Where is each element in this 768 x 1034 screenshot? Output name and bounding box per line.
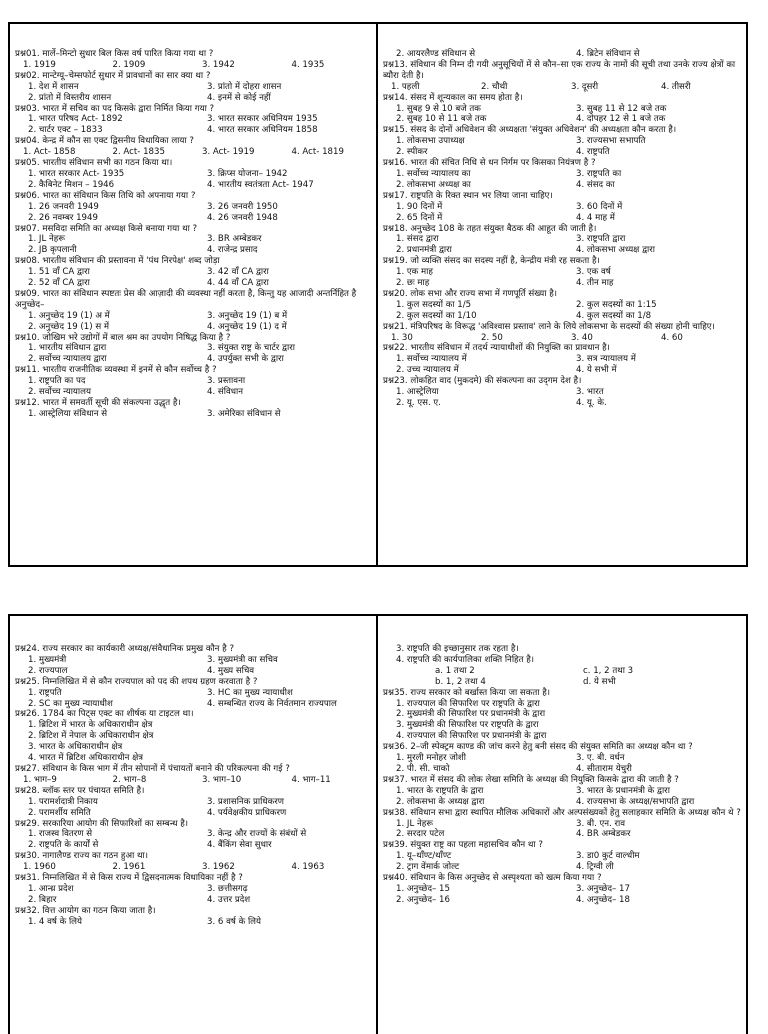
answer-option: 1. अनुच्छेद– 15 <box>396 883 450 894</box>
question-block <box>15 906 373 928</box>
answer-option: 1. संसद द्वारा <box>396 234 439 245</box>
answer-option: 2. 50 <box>481 332 503 343</box>
answer-option: 4. 4 माह में <box>576 212 615 223</box>
answer-option: 1. राज्यपाल की सिफारिश पर राष्ट्रपति के द्वारा <box>396 698 540 709</box>
answer-option: 4. उत्तर प्रदेश <box>207 894 251 905</box>
answer-option: 4. 1963 <box>291 862 325 873</box>
answer-option: 2. अनुच्छेद 19 (1) स में <box>28 321 109 332</box>
answer-option: 4. संविधान <box>207 387 244 398</box>
answer-option: 4. 1935 <box>291 59 325 70</box>
answer-option: 2. JB कृपलानी <box>28 245 77 256</box>
answer-option: 2. ब्रिटिश में नेपाल के अधिकाराधीन क्षेत्र <box>28 731 154 742</box>
answer-option: 3. Act- 1919 <box>202 147 255 158</box>
answer-option: 4. ये सभी में <box>576 365 617 376</box>
answer-option: 3. छत्तीसगढ़ <box>207 883 248 894</box>
answer-option: 4. राष्ट्रपति की कार्यपालिका शक्ति निहित है। <box>396 654 535 665</box>
answer-option: 2. स्पीकर <box>396 147 428 158</box>
option-list <box>383 753 743 775</box>
answer-option: 3. मुख्यमंत्री का सचिव <box>207 654 278 665</box>
option-list <box>383 202 743 224</box>
answer-option: 4. यू. के. <box>576 398 607 408</box>
answer-option: 3. HC का मुख्य न्यायाधीश <box>207 687 293 698</box>
answer-option: 3. 42 वाँ CA द्वारा <box>207 267 269 278</box>
answer-option: 1. 26 जनवरी 1949 <box>28 201 99 212</box>
answer-option: 1. भाग–9 <box>23 774 57 785</box>
answer-option: 3. अमेरिका संविधान से <box>207 408 281 419</box>
answer-option: 1. राजस्व वितरण से <box>28 829 93 840</box>
answer-option: 3. क्रिप्स योजना– 1942 <box>207 168 288 179</box>
question-text: प्रश्न06. भारत का संविधान किस तिथि को अपनाया गया ? <box>15 190 196 201</box>
question-panel-2 <box>376 22 748 567</box>
answer-option: 4. उपर्युक्त सभी के द्वारा <box>207 354 284 365</box>
answer-option: 1. भारतीय संविधान द्वारा <box>28 343 107 354</box>
question-text: प्रश्न04. केन्द्र में कौन सा एक्ट द्विसनीय विधायिका लाया ? <box>15 136 194 147</box>
question-block <box>15 289 373 333</box>
answer-option: 4. मुख्य सचिव <box>207 665 255 676</box>
answer-option: 3. BR अम्बेडकर <box>207 234 262 245</box>
question-text: प्रश्न02. मान्टेग्यू–चेम्सफोर्ट सुधार में प्रावधानों का सार क्या था ? <box>15 70 211 81</box>
option-list <box>15 234 373 256</box>
answer-option: 3. प्रशासनिक प्राधिकरण <box>207 796 284 807</box>
answer-option: 3. राष्ट्रपति द्वारा <box>576 234 626 245</box>
answer-option: 2. ट्राग वेंमार्क जोल्ट <box>396 862 460 873</box>
question-block <box>383 289 743 322</box>
question-text: प्रश्न11. भारतीय राजनीतिक व्यवस्था में इनमें से कौन सर्वोच्च है ? <box>15 365 217 376</box>
answer-option: 4. सम्बन्धित राज्य के निर्वतमान राज्यपाल <box>207 698 337 709</box>
answer-option: 1. 30 <box>391 332 413 343</box>
answer-option: 1. 4 वर्ष के लिये <box>28 916 82 927</box>
option-list <box>383 234 743 256</box>
question-text: प्रश्न07. मसविदा समिति का अध्यक्ष किसे बनाया गया था ? <box>15 223 198 234</box>
option-list <box>15 775 373 786</box>
answer-option: 4. सीताराम येचुरी <box>576 763 632 774</box>
option-list <box>383 666 743 688</box>
option-list <box>15 60 373 71</box>
option-list <box>15 147 373 158</box>
answer-option: 2. सरदार पटेल <box>396 829 445 840</box>
answer-option: 4. तीसरी <box>661 81 691 92</box>
answer-option: 1. पहली <box>391 81 420 92</box>
option-list <box>15 376 373 398</box>
question-panel-3 <box>8 614 378 1034</box>
answer-option: 1. ब्रिटिश में भारत के अधिकाराधीन क्षेत्र <box>28 720 153 731</box>
question-list <box>15 644 373 928</box>
answer-option: 2. भाग–8 <box>112 774 147 785</box>
answer-option: 1. परामर्शदात्री निकाय <box>28 796 98 807</box>
question-block <box>15 333 373 366</box>
answer-option: 3. राष्ट्रपति का <box>576 168 622 179</box>
answer-option: 3. भारत के अधिकाराधीन क्षेत्र <box>28 742 123 753</box>
answer-option: 3. डा0 कुर्ट वाल्धीम <box>576 851 640 862</box>
option-list <box>383 819 743 841</box>
question-block <box>383 125 743 158</box>
question-block <box>15 819 373 852</box>
answer-option: 2. मुख्यमंत्री की सिफारिश पर प्रधानमंत्री के द्वारा <box>396 709 546 720</box>
option-list <box>15 720 373 764</box>
option-list <box>15 829 373 851</box>
answer-option: 1. मुख्यमंत्री <box>28 654 67 665</box>
answer-option: 2. अनुच्छेद– 16 <box>396 894 450 905</box>
option-list <box>383 333 743 344</box>
option-list <box>15 655 373 677</box>
answer-option: 3. प्रस्तावना <box>207 376 246 387</box>
option-list <box>383 136 743 158</box>
question-text: प्रश्न10. जोखिम भरे उद्योगों में बाल श्रम का उपयोग निषिद्ध किया है ? <box>15 332 231 343</box>
question-text: प्रश्न24. राज्य सरकार का कार्यकारी अध्यक्ष/संवैधानिक प्रमुख कौन है ? <box>15 644 235 654</box>
answer-option: 4. Act- 1819 <box>291 147 344 158</box>
answer-option: 2. आयरलैण्ड संविधान से <box>396 49 476 59</box>
answer-option: 1. राष्ट्रपति <box>28 687 62 698</box>
option-list <box>15 169 373 191</box>
answer-option: 4. अनुच्छेद– 18 <box>576 894 630 905</box>
answer-option: 1. JL नेहरू <box>28 234 65 245</box>
answer-option: 4. भारतीय स्वतंत्रता Act- 1947 <box>207 179 314 190</box>
option-list <box>383 300 743 322</box>
answer-option: 1. लोकसभा उपाध्यक्ष <box>396 136 465 147</box>
question-block <box>15 851 373 873</box>
answer-option: 4. बैंकिंग सेवा सुधार <box>207 840 272 851</box>
answer-option: 3. ए. बी. वर्धन <box>576 753 625 764</box>
answer-option: 1. यू–थाँण्ट/थाँण्ट <box>396 851 452 862</box>
option-list <box>383 851 743 873</box>
question-text: प्रश्न03. भारत में सचिव का पद किसके द्वारा निर्मित किया गया ? <box>15 103 215 114</box>
answer-option: 3. मुख्यमंत्री की सिफारिश पर राष्ट्रपति के द्वारा <box>396 720 539 731</box>
answer-option: 4. भाग–11 <box>291 774 331 785</box>
answer-option: 3. 1962 <box>202 862 235 873</box>
answer-option: 2. 26 नवम्बर 1949 <box>28 212 98 223</box>
answer-option: 2. सर्वोच्च न्यायालय द्वारा <box>28 354 107 365</box>
answer-option: 2. सर्वोच्च न्यायालय <box>28 387 91 398</box>
answer-option: 1. मुरली मनोहर जोशी <box>396 753 466 764</box>
question-text: प्रश्न39. संयुक्त राष्ट्र का पहला महासचिव कौन था ? <box>383 840 543 851</box>
question-block <box>15 677 373 710</box>
answer-option: 3. 60 दिनों में <box>576 201 623 212</box>
answer-option: 4. राज्यपाल की सिफारिश पर प्रधानमंत्री के द्वारा <box>396 731 547 742</box>
answer-option: 3. राज्यसभा सभापति <box>576 136 646 147</box>
question-text: प्रश्न19. जो व्यक्ति संसद का सदस्य नहीं है, केन्द्रीय मंत्री रह सकता है। <box>383 256 600 267</box>
answer-option: 3. भाग–10 <box>202 774 242 785</box>
option-list <box>383 49 743 60</box>
answer-option: 3. एक वर्ष <box>576 267 611 278</box>
question-text: प्रश्न35. राज्य सरकार को बर्खास्त किया जा सकता है। <box>383 687 551 698</box>
answer-option: 3. भारत <box>576 387 604 398</box>
question-list <box>15 49 373 420</box>
answer-option: 4. भारत सरकार अधिनियम 1858 <box>207 125 318 136</box>
answer-option: 4. कुल सदस्यों का 1/8 <box>576 310 652 321</box>
question-block <box>15 256 373 289</box>
answer-option: 2. कुल सदस्यों का 1/10 <box>396 310 477 321</box>
answer-option: 1. एक माह <box>396 267 433 278</box>
option-list <box>15 797 373 819</box>
answer-option: 2. परामर्शीय समिति <box>28 807 91 818</box>
question-block <box>383 191 743 224</box>
answer-option: 2. SC का मुख्य न्यायाधीश <box>28 698 113 709</box>
answer-option: 2. पी. सी. चाको <box>396 763 450 774</box>
answer-option: 1. भारत परिषद Act- 1892 <box>28 114 123 125</box>
question-block <box>383 775 743 808</box>
answer-option: 2. चौथी <box>481 81 508 92</box>
answer-option: 3. संयुक्त राष्ट्र के चार्टर द्वारा <box>207 343 295 354</box>
question-text: प्रश्न16. भारत की संचित निधि से धन निर्गम पर किसका नियंत्रण है ? <box>383 158 596 169</box>
answer-option: 2. कुल सदस्यों का 1:15 <box>576 299 657 310</box>
answer-option: 4. ब्रिटेन संविधान से <box>576 49 640 59</box>
answer-option: 4. लोकसभा अध्यक्ष द्वारा <box>576 245 655 256</box>
answer-option: 1. अनुच्छेद 19 (1) अ में <box>28 310 110 321</box>
answer-option: 2. उच्च न्यायालय में <box>396 365 459 376</box>
option-list <box>15 311 373 333</box>
answer-option: 4. भारत में ब्रिटिश अधिकाराधीन क्षेत्र <box>28 753 144 764</box>
option-list <box>383 82 743 93</box>
answer-option: 4. राष्ट्रपति <box>576 147 610 158</box>
question-text: प्रश्न12. भारत में समवर्ती सूची की संकल्पना उद्धृत है। <box>15 398 181 408</box>
answer-option: 1. आस्ट्रेलिया <box>396 387 439 398</box>
answer-option: 4. BR अम्बेडकर <box>576 829 631 840</box>
answer-option: 2. कैबिनेट मिशन – 1946 <box>28 179 115 190</box>
question-block <box>383 742 743 775</box>
question-block <box>383 688 743 743</box>
answer-option: 1. देश में शासन <box>28 81 79 92</box>
answer-option: 2. लोकसभा अध्यक्ष का <box>396 179 471 190</box>
option-list <box>15 114 373 136</box>
answer-option: 3. 40 <box>571 332 593 343</box>
question-block <box>15 873 373 906</box>
option-list <box>383 267 743 289</box>
question-block <box>15 709 373 764</box>
question-block <box>383 93 743 126</box>
answer-option: 3. 1942 <box>202 59 235 70</box>
question-text: प्रश्न37. भारत में संसद की लोक लेखा समिति के अध्यक्ष की नियुक्ति किसके द्वारा की जाती है ? <box>383 774 679 785</box>
answer-option: 2. प्रांतो में विस्तरीय शासन <box>28 92 112 103</box>
answer-option: 4. संसद का <box>576 179 615 190</box>
question-block <box>15 398 373 420</box>
answer-option: 2. यू. एस. ए. <box>396 398 441 408</box>
option-list <box>15 688 373 710</box>
answer-option: 2. 1961 <box>112 862 146 873</box>
answer-option: 1. सुबह 9 से 10 बजे तक <box>396 103 481 114</box>
question-text: प्रश्न31. निम्नलिखित में से किस राज्य में द्विसदनात्मक विधायिका नहीं है ? <box>15 873 243 884</box>
answer-option: 4. दोपहर 12 से 1 बजे तक <box>576 114 666 125</box>
answer-option: 2. छः माह <box>396 278 430 289</box>
question-block <box>15 786 373 819</box>
question-block <box>15 365 373 398</box>
question-text: प्रश्न01. मार्ले–मिन्टो सुधार बिल किस वर्ष पारित किया गया था ? <box>15 49 214 59</box>
answer-option: 1. 1960 <box>23 862 56 873</box>
question-block <box>383 644 743 666</box>
question-text: प्रश्न22. भारतीय संविधान में तदर्थ न्यायाधीशों की नियुक्ति का प्रावधान है। <box>383 343 610 354</box>
question-block <box>15 158 373 191</box>
answer-option: 2. 65 दिनों में <box>396 212 443 223</box>
question-text: प्रश्न29. सरकारिया आयोग की सिफारिशों का सम्बन्ध है। <box>15 818 189 829</box>
answer-option: 1. आस्ट्रेलिया संविधान से <box>28 408 108 419</box>
question-block <box>383 873 743 906</box>
option-list <box>383 884 743 906</box>
answer-option: 4. इनमें से कोई नहीं <box>207 92 271 103</box>
answer-option: 2. Act- 1835 <box>112 147 165 158</box>
answer-option: 3. 6 वर्ष के लिये <box>207 916 261 927</box>
answer-option: 3. दूसरी <box>571 81 599 92</box>
question-text: प्रश्न38. संविधान सभा द्वारा स्थापित मौलिक अधिकारों और अल्पसंख्यकों हेतु सलाहकार समिति के अध्यक्ष कौन थे ? <box>383 807 741 818</box>
answer-option: 3. राष्ट्रपति की इच्छानुसार तक रहता है। <box>396 644 519 654</box>
answer-option: 2. 52 वाँ CA द्वारा <box>28 278 90 289</box>
answer-option: 4. 26 जनवरी 1948 <box>207 212 278 223</box>
answer-option: 3. अनुच्छेद 19 (1) ब में <box>207 310 288 321</box>
answer-option: 3. बी. एन. राव <box>576 818 626 829</box>
answer-option: 3. सत्र न्यायालय में <box>576 354 636 365</box>
question-block <box>15 224 373 257</box>
answer-option: b. 1, 2 तथा 4 <box>435 676 486 687</box>
question-block <box>15 764 373 786</box>
question-block <box>383 224 743 257</box>
answer-option: 1. भारत के राष्ट्रपति के द्वारा <box>396 785 484 796</box>
question-text: प्रश्न23. लोकहित वाद (मुकदमे) की संकल्पना का उद्‌गम देश है। <box>383 376 582 387</box>
answer-option: 4. 60 <box>661 332 683 343</box>
answer-option: 1. Act- 1858 <box>23 147 76 158</box>
answer-option: 4. अनुच्छेद 19 (1) द में <box>207 321 287 332</box>
option-list <box>383 786 743 808</box>
answer-option: 4. राज्यसभा के अध्यक्ष/सभापति द्वारा <box>576 796 695 807</box>
option-list <box>383 354 743 376</box>
question-text: प्रश्न40. संविधान के किस अनुच्छेद से अस्पृश्यता को खत्म किया गया ? <box>383 873 602 884</box>
question-text: प्रश्न25. निम्नलिखित में से कौन राज्यपाल को पद की शपथ ग्रहण करवाता है ? <box>15 676 258 687</box>
question-block <box>383 322 743 344</box>
question-block <box>383 666 743 688</box>
option-list <box>383 104 743 126</box>
question-block <box>15 644 373 677</box>
answer-option: 2. सुबह 10 से 11 बजे तक <box>396 114 487 125</box>
question-block <box>383 256 743 289</box>
option-list <box>15 917 373 928</box>
answer-option: 1. राष्ट्रपति का पद <box>28 376 86 387</box>
question-block <box>383 808 743 841</box>
question-block <box>15 104 373 137</box>
question-block <box>383 840 743 873</box>
question-text: प्रश्न28. ब्लॉक स्तर पर पंचायत समिति है। <box>15 785 145 796</box>
question-text: प्रश्न15. संसद के दोनों अधिवेशन की अध्यक्षता 'संयुक्त अधिवेशन' की अध्यक्षता कौन करता है। <box>383 125 677 136</box>
question-block <box>383 343 743 376</box>
question-block <box>383 60 743 93</box>
question-block <box>15 191 373 224</box>
answer-option: 3. भारत के प्रधानमंत्री के द्वारा <box>576 785 670 796</box>
question-list <box>383 49 743 409</box>
question-text: प्रश्न17. राष्ट्रपति के रिक्त स्थान भर लिया जाना चाहिए। <box>383 190 553 201</box>
question-block <box>15 136 373 158</box>
question-block <box>383 49 743 60</box>
question-text: प्रश्न05. भारतीय संविधान सभी का गठन किया था। <box>15 158 173 169</box>
option-list <box>383 644 743 666</box>
question-block <box>15 71 373 104</box>
question-text: प्रश्न26. 1784 का पिट्स एक्ट का शीर्षक या टाइटल था। <box>15 709 194 720</box>
question-text: प्रश्न08. भारतीय संविधान की प्रस्तावना में 'पंथ निरपेक्ष' शब्द जोड़ा <box>15 256 220 267</box>
answer-option: c. 1, 2 तथा 3 <box>583 665 634 676</box>
option-list <box>15 343 373 365</box>
answer-option: 4. तीन माह <box>576 278 614 289</box>
option-list <box>15 267 373 289</box>
answer-option: 2. राज्यपाल <box>28 665 68 676</box>
question-block <box>383 376 743 409</box>
answer-option: 1. भारत सरकार Act- 1935 <box>28 168 125 179</box>
question-text: प्रश्न13. संविधान की निम्न दी गयी अनुसूचियों में से कौन–सा एक राज्य के नामों की सूची तथा उनके राज्य क्षेत्रों का ब्यौरा देती है। <box>383 59 736 81</box>
answer-option: 2. प्रधानमंत्री द्वारा <box>396 245 452 256</box>
answer-option: 2. लोकसभा के अध्यक्ष द्वारा <box>396 796 485 807</box>
answer-option: 3. केन्द्र और राज्यों के संबंधों से <box>207 829 307 840</box>
answer-option: 2. बिहार <box>28 894 57 905</box>
answer-option: 3. सुबह 11 से 12 बजे तक <box>576 103 667 114</box>
option-list <box>15 82 373 104</box>
answer-option: 1. 90 दिनों में <box>396 201 443 212</box>
answer-option: 1. सर्वोच्च न्यायालय का <box>396 168 471 179</box>
question-text: प्रश्न27. संविधान के किस भाग में तीन सोपानों में पंचायतों बनाने की परिकल्पना की गई ? <box>15 763 290 774</box>
answer-option: 1. कुल सदस्यों का 1/5 <box>396 299 472 310</box>
answer-option: 3. प्रांतो में दोहरा शासन <box>207 81 282 92</box>
answer-option: 4. राजेन्द्र प्रसाद <box>207 245 258 256</box>
answer-option: 3. भारत सरकार अधिनियम 1935 <box>207 114 318 125</box>
question-panel-1 <box>8 22 378 567</box>
option-list <box>383 387 743 409</box>
option-list <box>383 169 743 191</box>
answer-option: a. 1 तथा 2 <box>435 665 475 676</box>
question-block <box>15 49 373 71</box>
answer-option: 3. अनुच्छेद– 17 <box>576 883 630 894</box>
answer-option: 2. 1909 <box>112 59 146 70</box>
answer-option: 4. ट्रिग्वी ली <box>576 862 614 873</box>
question-block <box>383 158 743 191</box>
answer-option: 1. 51 वाँ CA द्वारा <box>28 267 90 278</box>
option-list <box>15 409 373 420</box>
option-list <box>383 699 743 743</box>
question-text: प्रश्न09. भारत का संविधान स्पष्टतः प्रेस की आज़ादी की व्यवस्था नहीं करता है, किन्तु यह आजादी अन्तर्निहित है अनुच्छेद– <box>15 288 357 310</box>
question-text: प्रश्न30. नागालैण्ड राज्य का गठन हुआ था। <box>15 851 148 862</box>
question-text: प्रश्न14. संसद में शून्यकाल का समय होता है। <box>383 92 523 103</box>
answer-option: 1. 1919 <box>23 59 56 70</box>
option-list <box>15 884 373 906</box>
question-text: प्रश्न36. 2–जी स्पेक्ट्रम काण्ड की जांच करने हेतु बनी संसद की संयुक्त समिति का अध्यक्ष कौन था ? <box>383 742 693 753</box>
answer-option: d. ये सभी <box>583 676 616 687</box>
question-text: प्रश्न21. मंत्रिपरिषद के विरूद्ध 'अविश्वास प्रस्ताव' लाने के लिये लोकसभा के सदस्यों की संख्या होनी चाहिए। <box>383 321 715 332</box>
question-text: प्रश्न20. लोक सभा और राज्य सभा में गणपूर्ति संख्या है। <box>383 288 558 299</box>
answer-option: 1. आन्ध्र प्रदेश <box>28 883 74 894</box>
question-text: प्रश्न32. वित्त आयोग का गठन किया जाता है। <box>15 905 156 916</box>
question-text: प्रश्न18. अनुच्छेद 108 के तहत संयुक्त बैठक की आहूत की जाती है। <box>383 223 597 234</box>
answer-option: 1. JL नेहरू <box>396 818 433 829</box>
answer-option: 4. 44 वाँ CA द्वारा <box>207 278 269 289</box>
answer-option: 1. सर्वोच्च न्यायालय में <box>396 354 467 365</box>
answer-option: 2. राष्ट्रपति के कार्यों से <box>28 840 99 851</box>
answer-option: 4. पर्यवेक्षकीय प्राधिकरण <box>207 807 287 818</box>
option-list <box>15 202 373 224</box>
question-panel-4 <box>376 614 748 1034</box>
answer-option: 2. चार्टर एक्ट – 1833 <box>28 125 103 136</box>
option-list <box>15 862 373 873</box>
answer-option: 3. 26 जनवरी 1950 <box>207 201 278 212</box>
question-list <box>383 644 743 906</box>
